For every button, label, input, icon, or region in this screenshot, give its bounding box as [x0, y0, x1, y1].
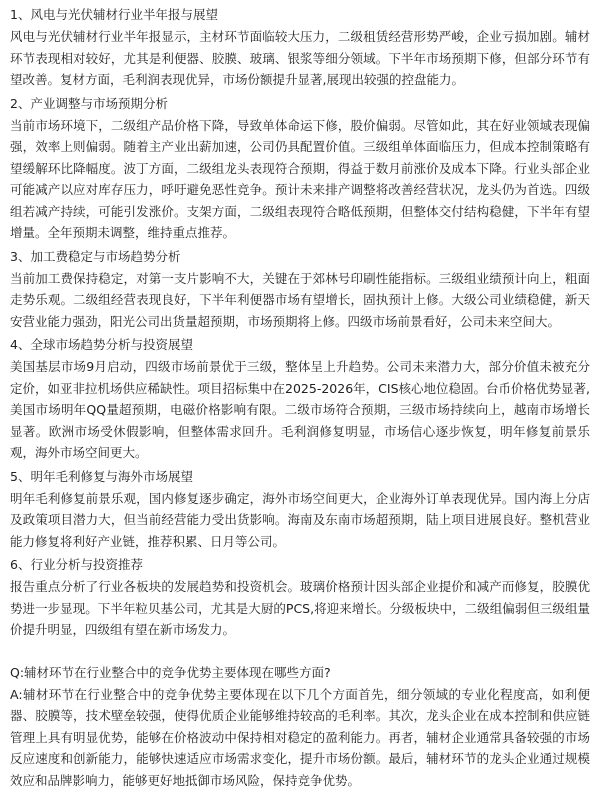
- section-body: 报告重点分析了行业各板块的发展趋势和投资机会。玻璃价格预计因头部企业提价和减产而修复，胶膜优势进一步显现。下半年粒贝基公司，尤其是大厨的PCS,将迎来增长。分级板块中，二级组偏弱但三级组量价提升明显，四级组有望在新市场发力。: [10, 579, 590, 637]
- section-6: [10, 554, 590, 641]
- section-heading: 1、风电与光伏辅材行业半年报与展望: [10, 7, 218, 22]
- section-heading: 4、全球市场趋势分析与投资展望: [10, 337, 193, 352]
- section-5: [10, 466, 590, 553]
- section-body: 当前加工费保持稳定，对第一支片影响不大，关键在于郊林号印刷性能指标。三级组业绩预计向上，粗面走势乐观。二级组经营表现良好，下半年利便器市场有望增长，固执预计上修。大级公司业绩稳健，新天安营业能力强劲，阳光公司出货量超预期，市场预期将上修。四级市场前景看好，公司未来空间大。: [10, 270, 590, 329]
- section-3: [10, 246, 590, 333]
- section-heading: 2、产业调整与市场预期分析: [10, 95, 168, 111]
- section-body: 美国基层市场9月启动，四级市场前景优于三级，整体呈上升趋势。公司未来潜力大，部分价值未被充分定价，如亚非拉机场供应稀缺性。项目招标集中在2025-2026年，CIS核心地位稳固。台币价格优势显著,美国市场明年QQ量超预期，电磁价格影响有限。二级市场符合预期，三级市场持续向上，越南市场增长显著。欧洲市场受休假影响，但整体需求回升。毛利润修复明显，市场信心逐步恢复，明年修复前景乐观，海外市场空间更大。: [10, 359, 590, 460]
- section-4: [10, 334, 590, 464]
- answer-text: A:辅材环节在行业整合中的竞争优势主要体现在以下几个方面首先，细分领域的专业化程度高，如利便器、胶膜等，技术壁垒较强，使得优质企业能够维持较高的毛利率。其次，龙头企业在成本控制和供应链管理上具有明显优势，能够在价格波动中保持相对稳定的盈利能力。再者，辅材企业通常具备较强的市场反应速度和创新能力，能够快速适应市场需求变化，提升市场份额。最后，辅材环节的龙头企业通过规模效应和品牌影响力，能够更好地抵御市场风险，保持竞争优势。: [10, 686, 590, 788]
- qa-block: [10, 662, 590, 792]
- section-body: 风电与光伏辅材行业半年报显示，主材环节面临较大压力，二级租赁经营形势严峻，企业亏损加剧。辅材环节表现相对较好，尤其是利便器、胶膜、玻璃、银浆等细分领域。下半年市场预期下修，但部分环节有望改善。复材方面，毛利润表现优异，市场份额提升显著,展现出较强的控盘能力。: [10, 29, 590, 87]
- section-body: 明年毛利修复前景乐观，国内修复逐步确定，海外市场空间更大，企业海外订单表现优异。国内海上分店及政策项目潜力大，但当前经营能力受出货影响。海南及东南市场超预期，陆上项目进展良好。整机营业能力修复将利好产业链，推荐积累、日月等公司。: [10, 490, 590, 549]
- section-heading: 3、加工费稳定与市场趋势分析: [10, 248, 181, 264]
- section-body: 当前市场环境下，二级组产品价格下降，导致单体命运下修，股价偏弱。尽管如此，其在好业领域表现偏强，效率上则偏弱。随着主产业出薪加速，公司仍具配置价值。三级组单体面临压力，但成本控制策略有望缓解环比降幅度。波丁方面，二级组龙头表现符合预期，得益于数月前涨价及成本下降。行业头部企业可能减产以应对库存压力，呼吁避免恶性竞争。预计未来排产调整将改善经营状况，龙头仍为首选。四级组若减产持续，可能引发涨价。支架方面，二级组表现符合略低预期，但整体交付结构稳健，下半年有望增量。全年预期未调整，维持重点推荐。: [10, 117, 590, 240]
- section-1: [10, 4, 590, 91]
- section-2: [10, 93, 590, 244]
- question-text: Q:辅材环节在行业整合中的竞争优势主要体现在哪些方面?: [10, 664, 331, 680]
- spacer: [10, 643, 590, 662]
- section-heading: 5、明年毛利修复与海外市场展望: [10, 468, 193, 484]
- section-heading: 6、行业分析与投资推荐: [10, 557, 143, 572]
